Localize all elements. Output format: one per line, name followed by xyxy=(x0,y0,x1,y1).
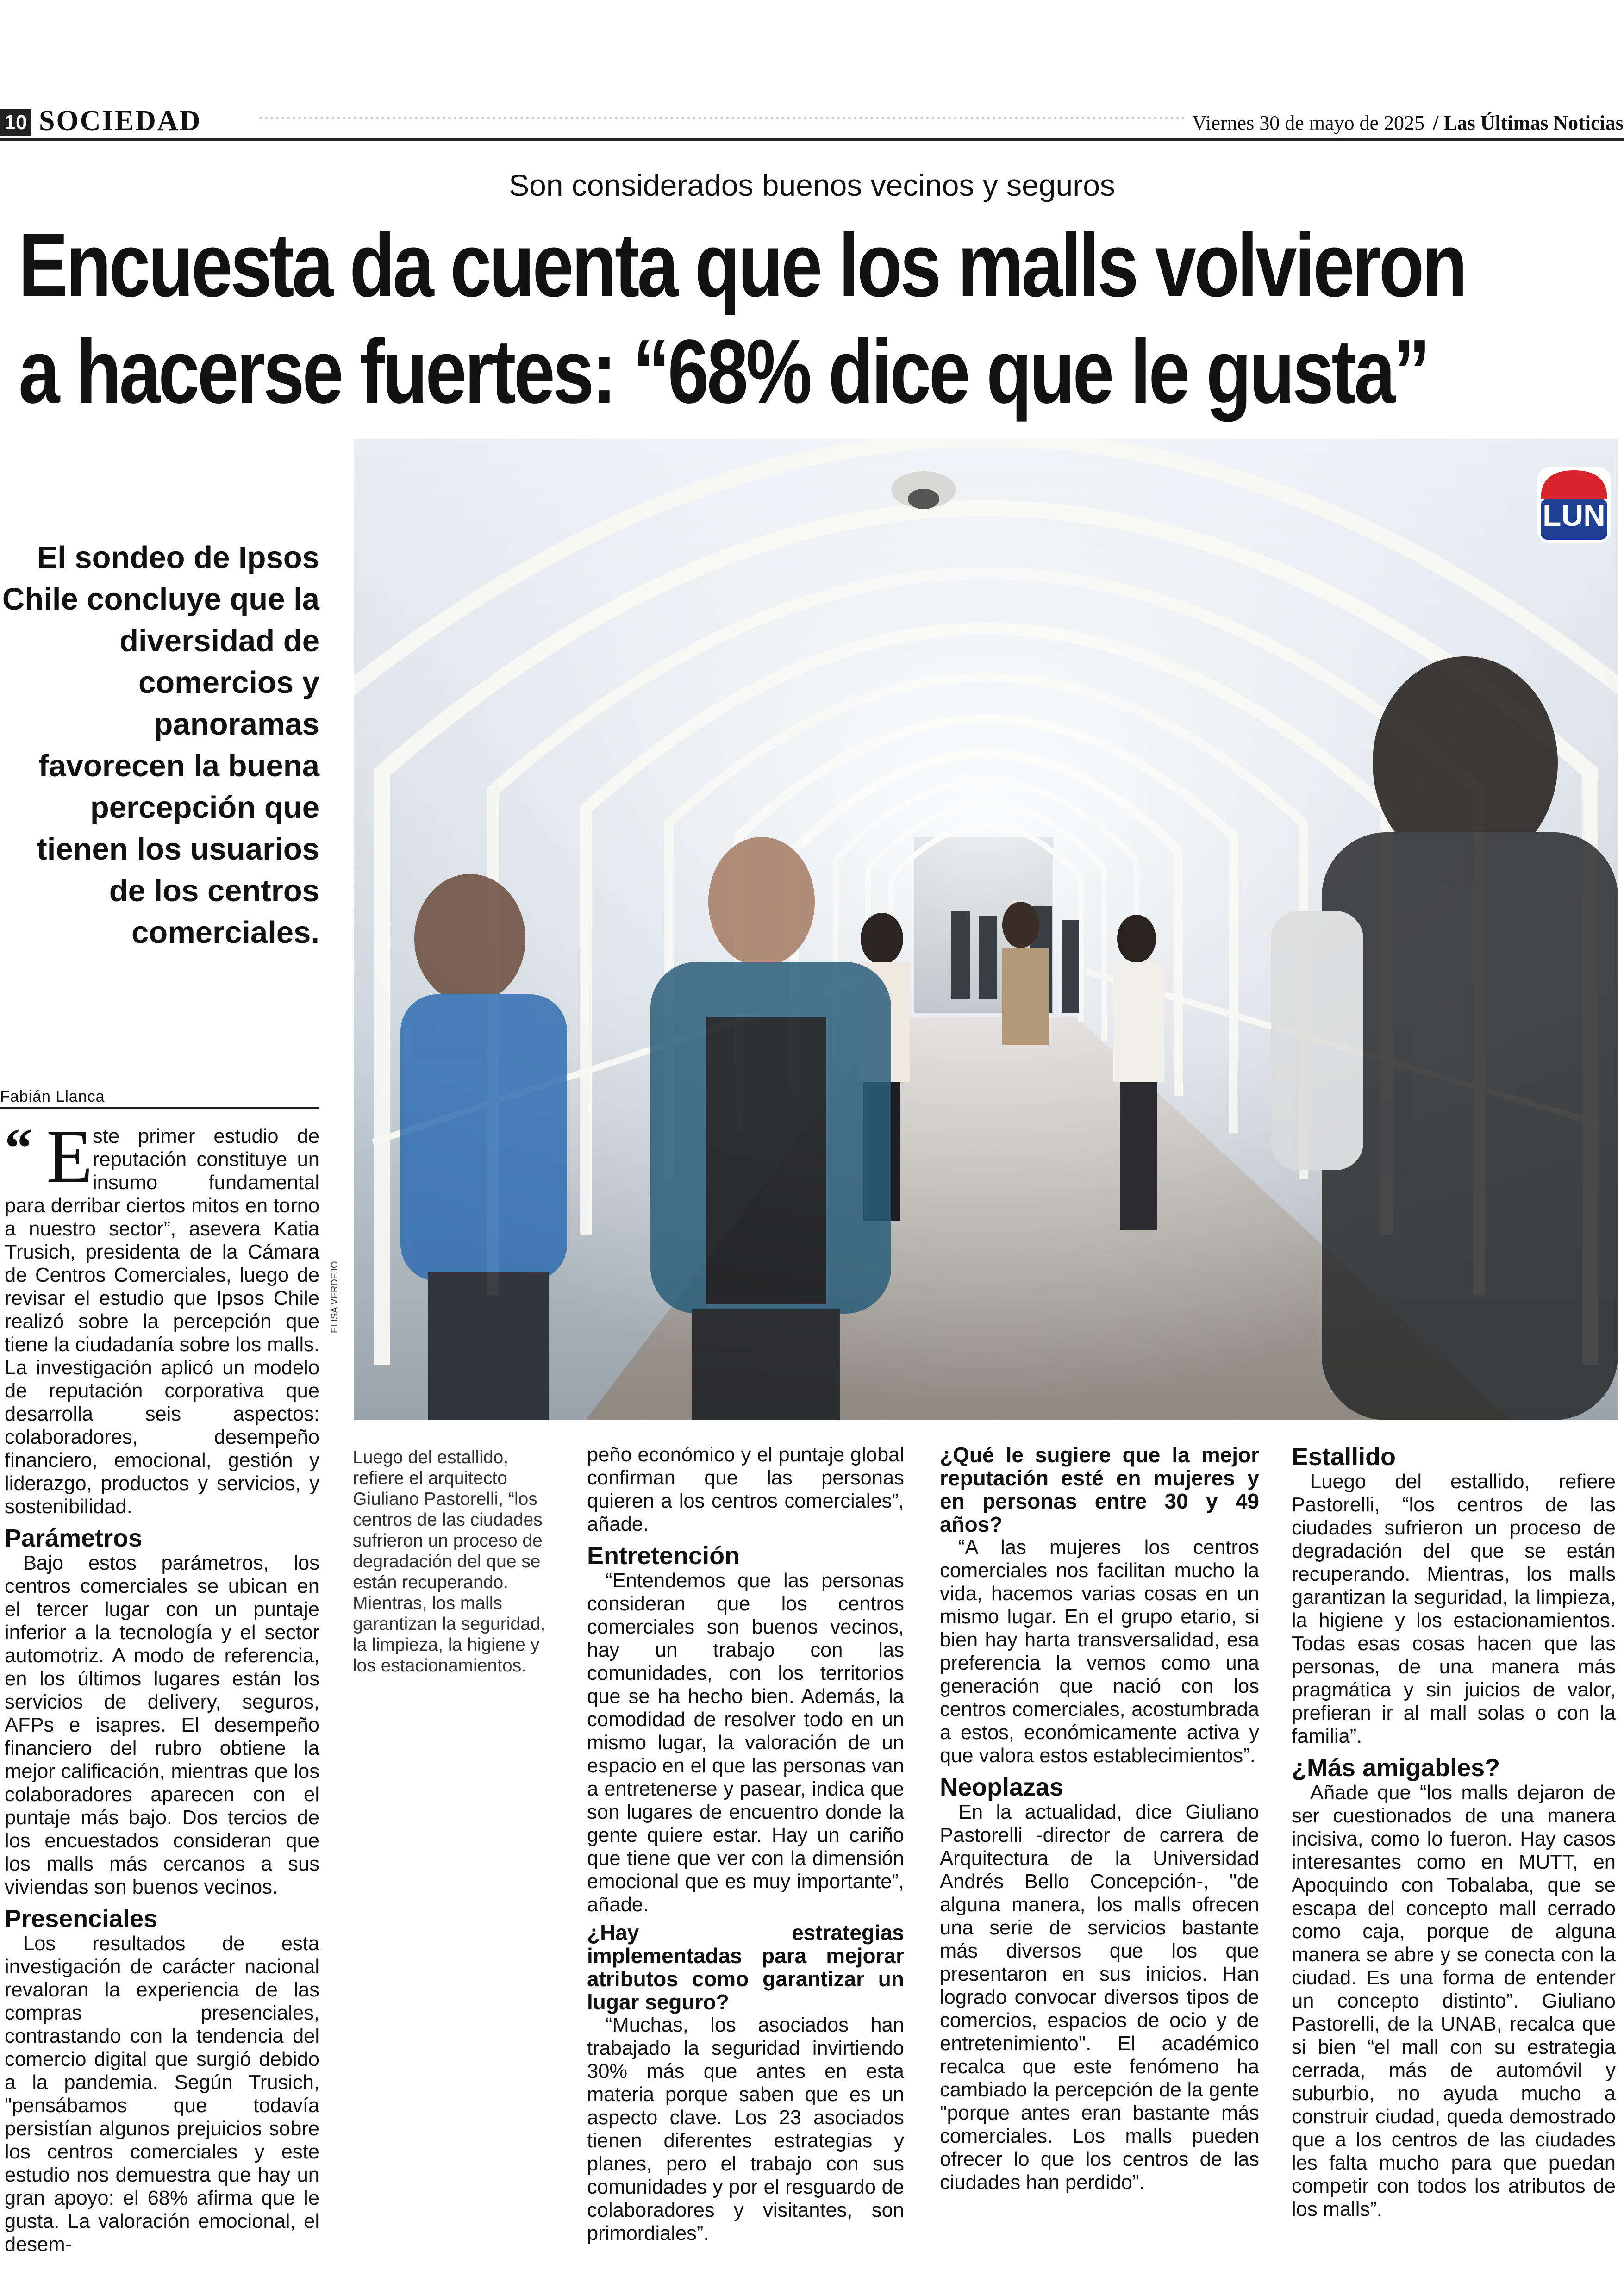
section-title: SOCIEDAD xyxy=(39,105,202,137)
walkway-photo-illustration xyxy=(354,439,1618,1420)
header-dotted-rule xyxy=(259,117,1185,124)
paragraph-text: peño económico y el puntaje global confirman que las personas quieren a los centros comerciales”, añade. xyxy=(587,1444,904,1535)
article-photo xyxy=(354,439,1618,1420)
logo-text: LUN xyxy=(1543,498,1605,532)
page-number: 10 xyxy=(0,109,31,136)
paragraph-text: Luego del estallido, refiere Pastorelli, “los centros de las ciudades sufrieron un proceso de degradación del que se están recuperando. Mientras, los malls garantizan la seguridad, la limpieza, la higiene y los estacionamientos. Todas esas cosas hacen que las personas, de una manera más pragmática y sin juicios de valor, prefieran ir al mall solas o con la familia”. xyxy=(1292,1471,1616,1747)
lun-logo xyxy=(1537,467,1611,543)
paragraph-text: Añade que “los malls dejaron de ser cuestionados de una manera incisiva, como lo fueron. Hay casos interesantes como en MUTT, en Apoquindo con Tobalaba, que se escapa del concepto mall cerrado como caja, porque de alguna manera se abre y se conecta con la ciudad. Es una forma de entender un concepto distinto”. Giuliano Pastorelli, de la UNAB, recalca que si bien “el mall con su estrategia cerrada, más de automóvil y suburbio, no ayuda mucho a construir ciudad, queda demostrado que a los centros de las ciudades les falta mucho para que puedan competir con todos los atributos de los malls”. xyxy=(1292,1782,1616,2220)
paragraph-text: “Entendemos que las personas consideran que los centros comerciales son buenos vecinos, hay un trabajo con las comunidades, con los territorios que se ha hecho bien. Además, la comodidad de resolver todo en un mismo lugar, la valoración de un espacio en el que las personas van a entretenerse y pasear, indica que son lugares de encuentro donde la gente quiere estar. Hay un cariño que tiene que ver con la dimensión emocional que es muy importante”, añade. xyxy=(587,1570,904,1916)
drop-cap: E xyxy=(46,1115,93,1198)
article-column-1 xyxy=(5,1115,319,2256)
subhead-parametros: Parámetros xyxy=(5,1524,143,1552)
issue-date: Viernes 30 de mayo de 2025 xyxy=(1192,112,1425,134)
interview-question: ¿Qué le sugiere que la mejor reputación esté en mujeres y en personas entre 30 y 49 años? xyxy=(940,1443,1259,1536)
subhead-estallido: Estallido xyxy=(1292,1443,1396,1471)
headline-line-2: a hacerse fuertes: “68% dice que le gusta” xyxy=(19,321,1428,422)
paragraph-text: Bajo estos parámetros, los centros comerciales se ubican en el tercer lugar con un puntaje inferior a la tecnología y el sector automotriz. A modo de referencia, en los últimos lugares están los servicios de delivery, seguros, AFPs e isapres. El desempeño financiero del rubro obtiene la mejor calificación, mientras que los colaboradores aparecen con el puntaje más bajo. Dos tercios de los encuestados consideran que los malls más cercanos a sus viviendas son buenos vecinos. xyxy=(5,1552,319,1898)
paragraph-text: “A las mujeres los centros comerciales nos facilitan mucho la vida, hacemos varias cosas en un mismo lugar. En el grupo etario, si bien hay harta transversalidad, esa preferencia la vemos como una generación que nació con los centros comerciales, acostumbrada a estos, económicamente activa y que valora estos establecimientos”. xyxy=(940,1536,1259,1767)
lun-logo-icon xyxy=(1537,467,1611,543)
subhead-neoplazas: Neoplazas xyxy=(940,1773,1064,1801)
caption-text: Luego del estallido, refiere el arquitecto Giuliano Pastorelli, “los centros de las ciudades sufrieron un proceso de degradación del que se están recuperando. Mientras, los malls garantizan la seguridad, la limpieza, la higiene y los estacionamientos. xyxy=(353,1447,546,1676)
paragraph-text: “Muchas, los asociados han trabajado la seguridad invirtiendo 30% más que antes en esta materia porque saben que es un aspecto clave. Los 23 asociados tienen diferentes estrategias y planes, pero el trabajo con sus comunidades y por el resguardo de colaboradores y visitantes, son primordiales”. xyxy=(587,2014,904,2245)
subhead-entretencion: Entretención xyxy=(587,1542,740,1570)
photo-caption xyxy=(353,1447,547,1676)
article-column-5 xyxy=(1292,1443,1616,2221)
byline-rule xyxy=(0,1107,319,1109)
article-column-4 xyxy=(940,1443,1259,2194)
opening-quote-mark: “ xyxy=(5,1117,32,1179)
byline: Fabián Llanca xyxy=(0,1088,105,1105)
lead-paragraph: El sondeo de Ipsos Chile concluye que la diversidad de comercios y panoramas favorecen la buena percepción que tienen los usuarios de los centros comerciales. xyxy=(2,540,319,950)
headline xyxy=(19,212,1465,425)
paragraph-text: En la actualidad, dice Giuliano Pastorelli -director de carrera de Arquitectura de la Universidad Andrés Bello Concepción-, "de alguna manera, los malls ofrecen una serie de servicios bastante más diversos que los que presentaron en sus inicios. Han logrado convocar diversos tipos de comercios, espacios de ocio y de entretenimiento". El académico recalca que este fenómeno ha cambiado la percepción de la gente "porque antes eran bastante más comerciales. Los malls pueden ofrecer lo que los centros de las ciudades han perdido”. xyxy=(940,1801,1259,2194)
subhead-mas-amigables: ¿Más amigables? xyxy=(1292,1754,1500,1782)
header-rule xyxy=(0,138,1624,141)
headline-line-1: Encuesta da cuenta que los malls volvieron xyxy=(19,214,1465,316)
interview-question: ¿Hay estrategias implementadas para mejorar atributos como garantizar un lugar seguro? xyxy=(587,1921,904,2014)
photo-credit: ELISA VERDEJO xyxy=(330,1261,340,1333)
opening-paragraph xyxy=(5,1115,319,1518)
paragraph-text: ste primer estudio de reputación constituye un insumo fundamental para derribar ciertos mitos en torno a nuestro sector”, asevera Katia Trusich, presidenta de la Cámara de Centros Comerciales, luego de revisar el estudio que Ipsos Chile realizó sobre la percepción que tiene la ciudadanía sobre los malls. La investigación aplicó un modelo de reputación corporativa que desarrolla seis aspectos: colaboradores, desempeño financiero, emocional, gestión y liderazgo, productos y servicios, y sostenibilidad. xyxy=(5,1125,319,1518)
newspaper-name: / Las Últimas Noticias xyxy=(1433,112,1624,134)
article-column-3 xyxy=(587,1443,904,2245)
kicker: Son considerados buenos vecinos y seguros xyxy=(509,168,1115,202)
paragraph-text: Los resultados de esta investigación de carácter nacional revaloran la experiencia de las compras presenciales, contrastando con la tendencia del comercio digital que surgió debido a la pandemia. Según Trusich, "pensábamos que todavía persistían algunos prejuicios sobre los centros comerciales y este estudio nos demuestra que hay un gran apoyo: el 68% afirma que le gusta. La valoración emocional, el desem- xyxy=(5,1933,319,2256)
subhead-presenciales: Presenciales xyxy=(5,1905,158,1933)
